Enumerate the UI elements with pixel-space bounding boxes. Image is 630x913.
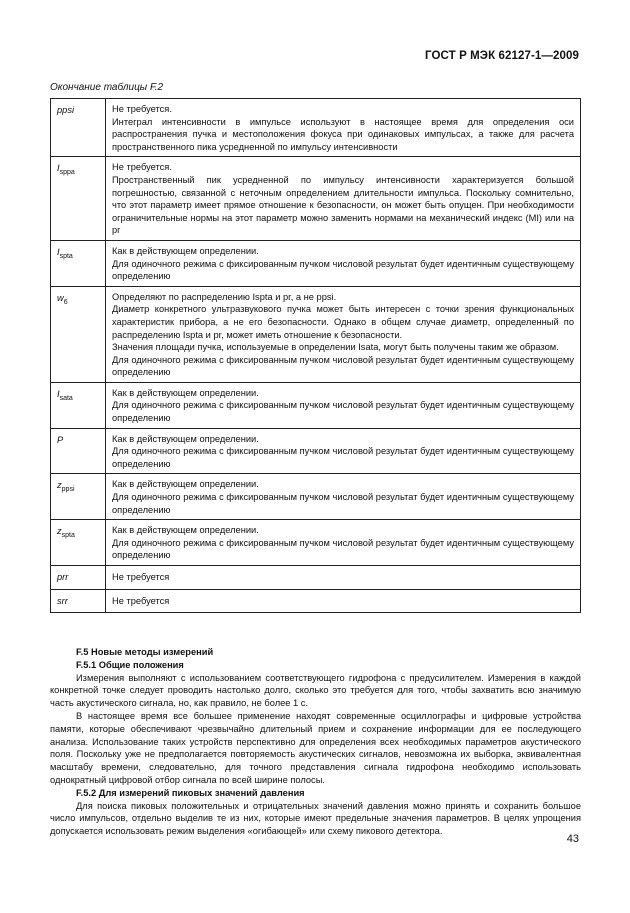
table-row	[51, 474, 581, 520]
description-line: Для одиночного режима с фиксированным пучком числовой результат будет идентичным существующему определению	[112, 537, 574, 561]
parameter-description	[106, 474, 581, 520]
parameter-description	[106, 286, 581, 382]
symbol-main: w	[57, 292, 64, 303]
symbol-main: prr	[57, 572, 69, 582]
description-line: Как в действующем определении.	[112, 525, 259, 536]
body-text	[50, 646, 581, 838]
symbol-subscript: sppa	[59, 169, 75, 177]
symbol-main: P	[57, 434, 64, 445]
symbol-subscript: 6	[63, 298, 68, 306]
parameter-symbol	[51, 157, 106, 241]
description-line: Как в действующем определении.	[112, 387, 259, 398]
description-line: Как в действующем определении.	[112, 245, 259, 256]
description-line: Не требуется	[112, 595, 170, 606]
parameter-symbol	[51, 382, 106, 428]
parameter-symbol	[51, 474, 106, 520]
parameter-symbol	[51, 566, 106, 590]
section-heading: F.5 Новые методы измерений	[76, 647, 214, 657]
description-line: Значения площади пучка, используемые в определении Isata, могут быть получены таким же образом.	[112, 342, 559, 353]
description-line: Не требуется.	[112, 104, 172, 114]
symbol-main: srr	[57, 595, 68, 606]
parameter-symbol	[51, 286, 106, 382]
symbol-subscript: spta	[59, 252, 73, 260]
symbol-subscript: ppsi	[61, 486, 75, 494]
table-row	[51, 382, 581, 428]
table-row	[51, 99, 581, 157]
description-line: Для одиночного режима с фиксированным пучком числовой результат будет идентичным существующему определению	[112, 400, 574, 424]
table-row	[51, 286, 581, 382]
table-caption: Окончание таблицы F.2	[50, 82, 164, 93]
symbol-subscript: spta	[61, 532, 75, 540]
table-row	[51, 428, 581, 474]
table-row	[51, 157, 581, 241]
description-line: Как в действующем определении.	[112, 433, 259, 444]
table-row	[51, 589, 581, 613]
parameter-description	[106, 428, 581, 474]
symbol-main: z	[57, 480, 62, 491]
description-line: Определяют по распределению Ispta и pr, а не ppsi.	[112, 291, 337, 302]
parameter-symbol	[51, 589, 106, 613]
parameter-symbol	[51, 428, 106, 474]
section-heading: F.5.1 Общие положения	[76, 659, 184, 670]
symbol-main: I	[57, 163, 60, 174]
description-line: Диаметр конкретного ультразвукового пучка может быть интересен с точки зрения функциональных характеристик прибора, а не его безопасности. Однако в общем случае диаметр, определенный по распределению Ispta и pr, может иметь отношение к безопасности.	[112, 304, 574, 340]
description-line: Интеграл интенсивности в импульсе используют в настоящее время для определения оси распространения пучка и местоположения фокуса при одинаковых импульсах, а также для расчета пространственного пика усредненной по импульсу интенсивности	[112, 116, 574, 152]
parameter-description	[106, 520, 581, 566]
symbol-main: I	[57, 388, 60, 399]
symbol-main: ppsi	[57, 105, 75, 115]
paragraph: В настоящее время все большее применение находят современные осциллографы и цифровые устройства памяти, которые обеспечивают чрезвычайно длительный прием и сохранение информации для ее последующего анализа. Использование таких устройств перспективно для определения всех необходимых параметров акустического поля. Поскольку уже не предполагается повторяемость акустических сигналов, невозможна их выборка, эквивалентная масштабу времени, следовательно, для точного представления сигнала гидрофона необходимо использовать однократный цифровой отбор сигнала по всей ширине полосы.	[50, 710, 581, 785]
parameter-symbol	[51, 240, 106, 286]
parameter-description	[106, 240, 581, 286]
description-line: Пространственный пик усредненной по импульсу интенсивности характеризуется большой погрешностью, связанной с неточным определением длительности импульса. Поскольку сомнительно, что этот параметр имеет прямое отношение к безопасности, он может быть опущен. При необходимости ограничительные нормы на этот параметр можно заменить нормами на механический индекс (MI) или на pr	[112, 174, 574, 236]
section-heading: F.5.2 Для измерений пиковых значений давления	[76, 787, 305, 798]
paragraph: Для поиска пиковых положительных и отрицательных значений давления можно принять и сохранить большое число импульсов, отдельно выделив те из них, которые имеют предельные значения параметров. В целях упрощения допускается использовать режим выделения «огибающей» или схему пикового детектора.	[50, 800, 581, 837]
description-line: Для одиночного режима с фиксированным пучком числовой результат будет идентичным существующему определению	[112, 446, 574, 469]
definitions-table	[50, 98, 581, 613]
parameter-symbol	[51, 520, 106, 566]
description-line: Для одиночного режима с фиксированным пучком числовой результат будет идентичным существующему определению	[112, 258, 574, 282]
page-number: 43	[566, 833, 579, 845]
parameter-description	[106, 99, 581, 157]
description-line: Не требуется.	[112, 162, 172, 173]
description-line: Не требуется	[112, 572, 170, 582]
description-line: Для одиночного режима с фиксированным пучком числовой результат будет идентичным существующему определению	[112, 492, 574, 515]
document-header: ГОСТ Р МЭК 62127-1—2009	[425, 50, 579, 62]
symbol-main: z	[57, 526, 62, 537]
description-line: Для одиночного режима с фиксированным пучком числовой результат будет идентичным существующему определению	[112, 354, 574, 378]
description-line: Как в действующем определении.	[112, 479, 259, 490]
symbol-main: I	[57, 246, 60, 257]
symbol-subscript: sata	[59, 394, 73, 402]
parameter-description	[106, 589, 581, 613]
parameter-description	[106, 382, 581, 428]
parameter-description	[106, 566, 581, 590]
paragraph: Измерения выполняют с использованием соответствующего гидрофона с предусилителем. Измерения в каждой конкретной точке следует проводить настолько долго, сколько это требуется для того, чтобы захватить всю значимую часть акустического сигнала, но, как правило, не более 1 с.	[50, 672, 581, 709]
table-row	[51, 240, 581, 286]
table-row	[51, 566, 581, 590]
parameter-description	[106, 157, 581, 241]
parameter-symbol	[51, 99, 106, 157]
table-row	[51, 520, 581, 566]
